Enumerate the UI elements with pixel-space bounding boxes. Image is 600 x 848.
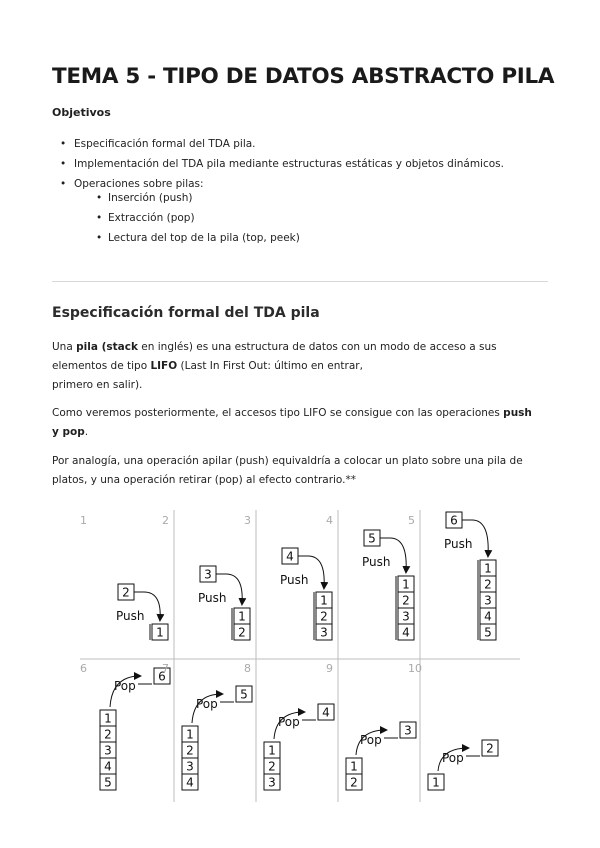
panel-number: 10 bbox=[408, 662, 422, 675]
stack-cell-value: 2 bbox=[238, 625, 246, 640]
pop-label: Pop bbox=[114, 679, 136, 693]
stack-diagram bbox=[80, 510, 520, 802]
pushed-item-value: 2 bbox=[122, 585, 130, 600]
list-item: • Lectura del top de la pila (top, peek) bbox=[96, 231, 504, 251]
stack-cell-value: 1 bbox=[432, 775, 440, 790]
stack-cell-value: 1 bbox=[104, 711, 112, 726]
push-arrow bbox=[390, 538, 406, 572]
divider bbox=[52, 281, 548, 282]
list-item: • Especificación formal del TDA pila. bbox=[60, 137, 504, 157]
list-item-label: Operaciones sobre pilas: bbox=[74, 178, 204, 190]
push-label: Push bbox=[116, 609, 145, 623]
stack-cell-value: 3 bbox=[484, 593, 492, 608]
push-arrow bbox=[144, 592, 160, 620]
stack-cell-value: 2 bbox=[320, 609, 328, 624]
panel-number: 6 bbox=[80, 662, 87, 675]
panel-number: 2 bbox=[162, 514, 169, 527]
push-label: Push bbox=[280, 573, 309, 587]
stack-cell-value: 1 bbox=[156, 625, 164, 640]
paragraph-definition: Una pila (stack en inglés) es una estructura de datos con un modo de acceso a sus elementos de tipo LIFO (Last In First Out: último en entrar, primero en salir). bbox=[52, 341, 497, 391]
stack-cell-value: 1 bbox=[268, 743, 276, 758]
stack-cell-value: 2 bbox=[350, 775, 358, 790]
panel-number: 4 bbox=[326, 514, 333, 527]
pop-label: Pop bbox=[278, 715, 300, 729]
stack-cell-value: 3 bbox=[268, 775, 276, 790]
page-title: TEMA 5 - TIPO DE DATOS ABSTRACTO PILA bbox=[52, 64, 555, 89]
stack-cell-value: 2 bbox=[402, 593, 410, 608]
panel-number: 1 bbox=[80, 514, 87, 527]
section-heading: Especificación formal del TDA pila bbox=[52, 305, 320, 321]
panel-number: 8 bbox=[244, 662, 251, 675]
stack-cell-value: 1 bbox=[186, 727, 194, 742]
paragraph-analogy: Por analogía, una operación apilar (push) equivaldría a colocar un plato sobre una pila de platos, y una operación retirar (pop) al efecto contrario.** bbox=[52, 455, 523, 486]
stack-cell-value: 4 bbox=[484, 609, 492, 624]
stack-cell-value: 5 bbox=[484, 625, 492, 640]
popped-item-value: 6 bbox=[158, 669, 166, 684]
stack-cell-value: 1 bbox=[320, 593, 328, 608]
stack-cell-value: 1 bbox=[402, 577, 410, 592]
stack-cell-value: 2 bbox=[186, 743, 194, 758]
pushed-item-value: 3 bbox=[204, 567, 212, 582]
pop-label: Pop bbox=[442, 751, 464, 765]
stack-cell-value: 4 bbox=[186, 775, 194, 790]
pushed-item-value: 6 bbox=[450, 513, 458, 528]
stack-cell-value: 3 bbox=[104, 743, 112, 758]
stack-cell-value: 1 bbox=[484, 561, 492, 576]
stack-cell-value: 2 bbox=[484, 577, 492, 592]
push-label: Push bbox=[198, 591, 227, 605]
pushed-item-value: 4 bbox=[286, 549, 294, 564]
panel-number: 7 bbox=[162, 662, 169, 675]
list-item: • Implementación del TDA pila mediante estructuras estáticas y objetos dinámicos. bbox=[60, 157, 504, 177]
stack-cell-value: 1 bbox=[350, 759, 358, 774]
objectives-list bbox=[60, 137, 504, 244]
popped-item-value: 2 bbox=[486, 741, 494, 756]
push-label: Push bbox=[362, 555, 391, 569]
stack-cell-value: 3 bbox=[320, 625, 328, 640]
push-arrow bbox=[226, 574, 242, 604]
stack-cell-value: 4 bbox=[104, 759, 112, 774]
stack-cell-value: 5 bbox=[104, 775, 112, 790]
stack-cell-value: 2 bbox=[268, 759, 276, 774]
popped-item-value: 3 bbox=[404, 723, 412, 738]
paragraph-lifo: Como veremos posteriormente, el accesos tipo LIFO se consigue con las operaciones push y pop. bbox=[52, 407, 532, 438]
push-arrow bbox=[472, 520, 488, 556]
popped-item-value: 4 bbox=[322, 705, 330, 720]
popped-item-value: 5 bbox=[240, 687, 248, 702]
objectives-heading: Objetivos bbox=[52, 106, 111, 119]
pushed-item-value: 5 bbox=[368, 531, 376, 546]
stack-cell-value: 3 bbox=[402, 609, 410, 624]
panel-number: 9 bbox=[326, 662, 333, 675]
list-item: • Inserción (push) bbox=[96, 191, 504, 211]
panel-number: 3 bbox=[244, 514, 251, 527]
push-arrow bbox=[308, 556, 324, 588]
stack-cell-value: 1 bbox=[238, 609, 246, 624]
stack-cell-value: 3 bbox=[186, 759, 194, 774]
panel-number: 5 bbox=[408, 514, 415, 527]
sub-list bbox=[96, 191, 504, 251]
pop-label: Pop bbox=[196, 697, 218, 711]
stack-cell-value: 4 bbox=[402, 625, 410, 640]
push-label: Push bbox=[444, 537, 473, 551]
list-item bbox=[60, 177, 504, 244]
list-item: • Extracción (pop) bbox=[96, 211, 504, 231]
stack-cell-value: 2 bbox=[104, 727, 112, 742]
pop-label: Pop bbox=[360, 733, 382, 747]
